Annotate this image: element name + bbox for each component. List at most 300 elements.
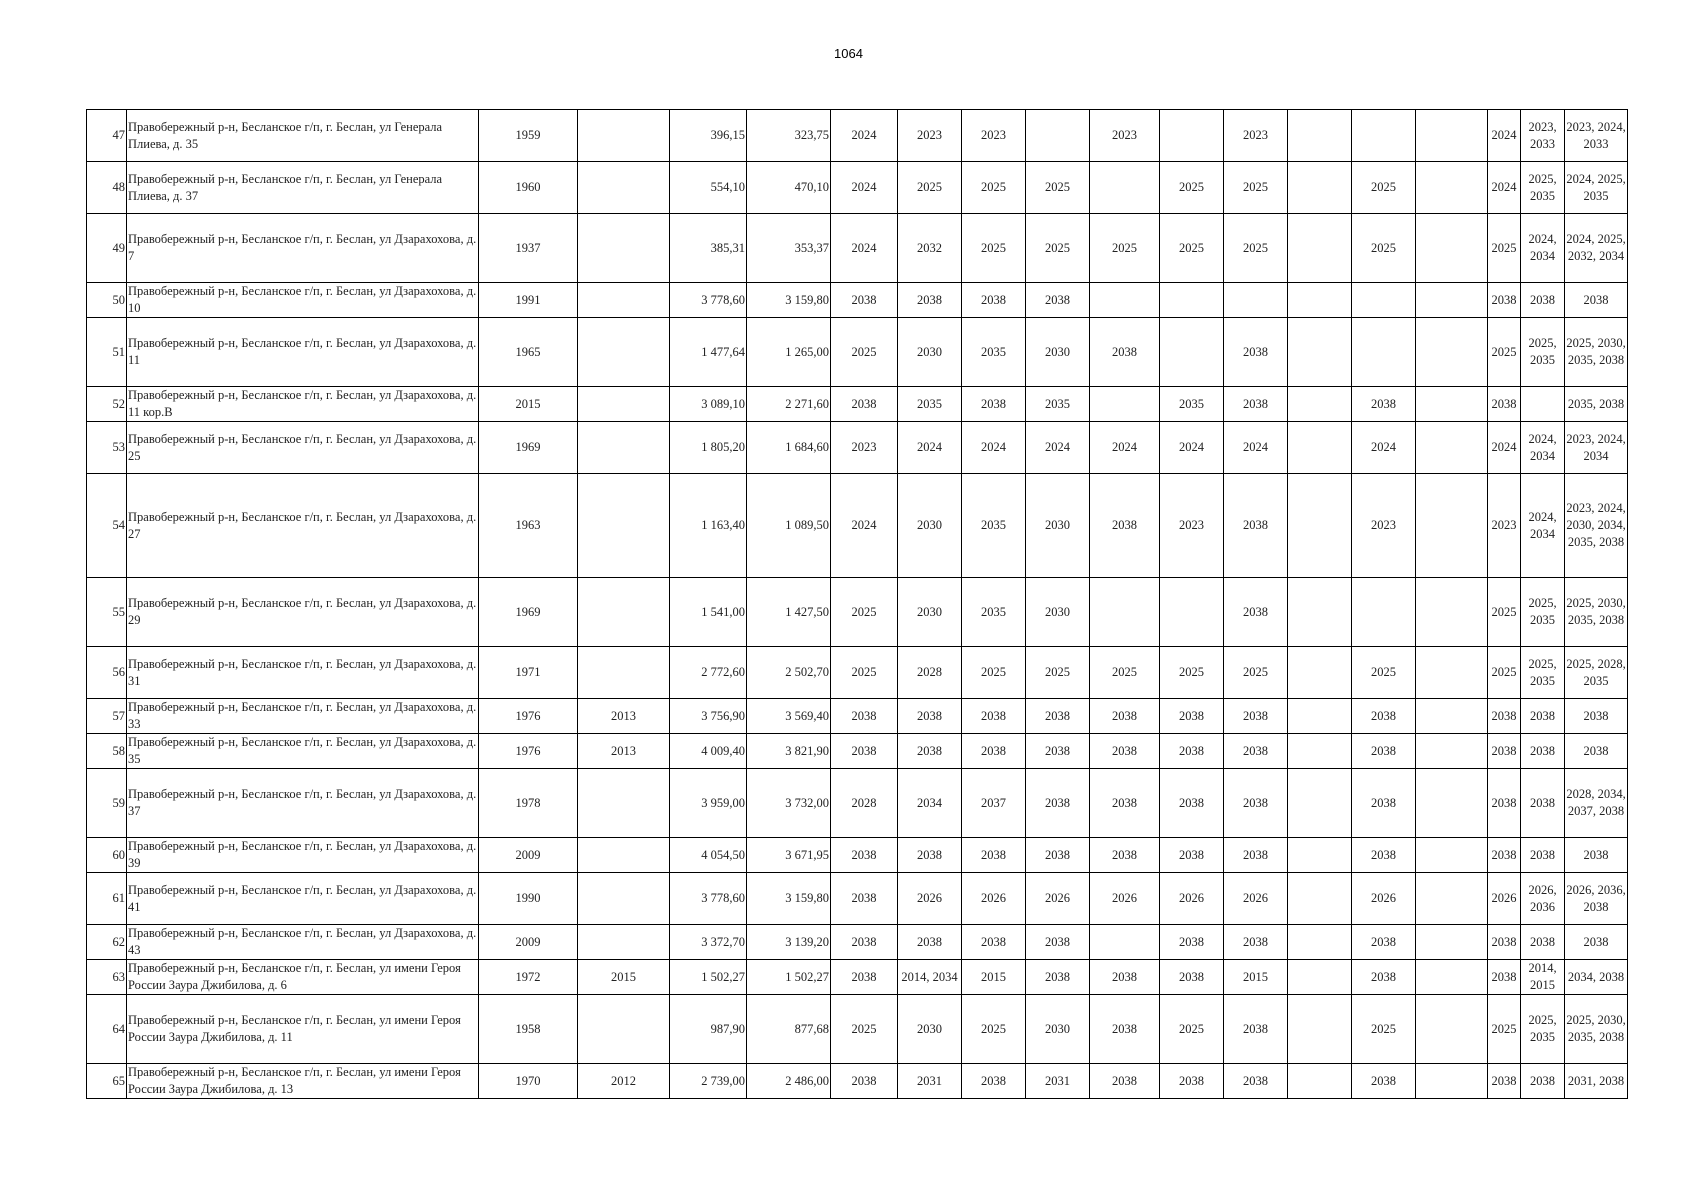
address-cell: Правобережный р-н, Бесланское г/п, г. Беслан, ул Дзарахохова, д. 25 — [127, 422, 479, 474]
year-col-13-cell: 2031, 2038 — [1565, 1064, 1628, 1099]
year-col-11-cell: 2038 — [1488, 925, 1521, 960]
year-col-1-cell: 2024 — [831, 110, 898, 162]
year-col-4-cell: 2024 — [1026, 422, 1090, 474]
year-col-7-cell: 2026 — [1224, 873, 1288, 925]
year-col-7-cell — [1224, 283, 1288, 318]
year-col-2-cell: 2024 — [898, 422, 962, 474]
year-col-3-cell: 2025 — [962, 162, 1026, 214]
row-number-cell: 63 — [87, 960, 127, 995]
year-col-1-cell: 2038 — [831, 873, 898, 925]
year-col-2-cell: 2014, 2034 — [898, 960, 962, 995]
year-col-12-cell: 2038 — [1521, 734, 1565, 769]
year-col-9-cell — [1352, 578, 1416, 647]
year-col-11-cell: 2025 — [1488, 318, 1521, 387]
table-row — [87, 647, 1628, 699]
year-col-4-cell — [1026, 110, 1090, 162]
row-number-cell: 57 — [87, 699, 127, 734]
year-col-12-cell: 2025, 2035 — [1521, 578, 1565, 647]
year-renovated-cell — [578, 995, 670, 1064]
year-renovated-cell — [578, 838, 670, 873]
year-col-11-cell: 2024 — [1488, 110, 1521, 162]
year-built-cell: 1960 — [479, 162, 578, 214]
year-col-6-cell — [1160, 318, 1224, 387]
year-col-12-cell: 2025, 2035 — [1521, 162, 1565, 214]
row-number-cell: 49 — [87, 214, 127, 283]
year-col-7-cell: 2038 — [1224, 318, 1288, 387]
area-total-cell: 3 778,60 — [670, 873, 747, 925]
year-renovated-cell — [578, 387, 670, 422]
year-col-6-cell: 2026 — [1160, 873, 1224, 925]
year-col-4-cell: 2038 — [1026, 283, 1090, 318]
table-row — [87, 110, 1628, 162]
year-col-1-cell: 2024 — [831, 162, 898, 214]
year-col-8-cell — [1288, 422, 1352, 474]
year-renovated-cell — [578, 318, 670, 387]
year-col-6-cell: 2024 — [1160, 422, 1224, 474]
year-renovated-cell — [578, 162, 670, 214]
year-built-cell: 2009 — [479, 838, 578, 873]
row-number-cell: 48 — [87, 162, 127, 214]
area-living-cell: 3 732,00 — [747, 769, 831, 838]
row-number-cell: 54 — [87, 474, 127, 578]
table-row — [87, 162, 1628, 214]
year-col-12-cell: 2038 — [1521, 1064, 1565, 1099]
year-col-7-cell: 2025 — [1224, 162, 1288, 214]
year-built-cell: 1958 — [479, 995, 578, 1064]
year-col-6-cell: 2025 — [1160, 647, 1224, 699]
year-col-9-cell: 2026 — [1352, 873, 1416, 925]
address-cell: Правобережный р-н, Бесланское г/п, г. Беслан, ул Дзарахохова, д. 11 кор.В — [127, 387, 479, 422]
year-renovated-cell — [578, 769, 670, 838]
year-col-7-cell: 2024 — [1224, 422, 1288, 474]
area-living-cell: 2 502,70 — [747, 647, 831, 699]
year-col-6-cell: 2038 — [1160, 769, 1224, 838]
year-col-5-cell — [1090, 387, 1160, 422]
year-built-cell: 2015 — [479, 387, 578, 422]
table-row — [87, 838, 1628, 873]
address-cell: Правобережный р-н, Бесланское г/п, г. Беслан, ул Генерала Плиева, д. 35 — [127, 110, 479, 162]
area-total-cell: 987,90 — [670, 995, 747, 1064]
year-col-13-cell: 2038 — [1565, 283, 1628, 318]
year-col-9-cell: 2025 — [1352, 995, 1416, 1064]
year-col-4-cell: 2030 — [1026, 995, 1090, 1064]
row-number-cell: 55 — [87, 578, 127, 647]
year-col-12-cell: 2025, 2035 — [1521, 995, 1565, 1064]
year-col-1-cell: 2025 — [831, 647, 898, 699]
year-col-7-cell: 2038 — [1224, 838, 1288, 873]
year-col-5-cell: 2038 — [1090, 960, 1160, 995]
year-col-5-cell: 2026 — [1090, 873, 1160, 925]
year-col-9-cell: 2038 — [1352, 734, 1416, 769]
row-number-cell: 65 — [87, 1064, 127, 1099]
year-col-11-cell: 2026 — [1488, 873, 1521, 925]
area-living-cell: 2 486,00 — [747, 1064, 831, 1099]
year-col-5-cell: 2038 — [1090, 1064, 1160, 1099]
area-living-cell: 3 569,40 — [747, 699, 831, 734]
year-col-12-cell: 2023, 2033 — [1521, 110, 1565, 162]
table-row — [87, 283, 1628, 318]
year-col-10-cell — [1416, 647, 1488, 699]
year-col-11-cell: 2025 — [1488, 214, 1521, 283]
year-col-8-cell — [1288, 387, 1352, 422]
year-col-12-cell: 2014, 2015 — [1521, 960, 1565, 995]
year-col-5-cell: 2038 — [1090, 734, 1160, 769]
year-renovated-cell: 2013 — [578, 699, 670, 734]
address-cell: Правобережный р-н, Бесланское г/п, г. Беслан, ул Дзарахохова, д. 33 — [127, 699, 479, 734]
year-col-5-cell — [1090, 283, 1160, 318]
year-col-3-cell: 2038 — [962, 838, 1026, 873]
area-total-cell: 1 163,40 — [670, 474, 747, 578]
address-cell: Правобережный р-н, Бесланское г/п, г. Беслан, ул имени Героя России Заура Джибилова, д. 13 — [127, 1064, 479, 1099]
address-cell: Правобережный р-н, Бесланское г/п, г. Беслан, ул Дзарахохова, д. 31 — [127, 647, 479, 699]
table-row — [87, 925, 1628, 960]
year-col-2-cell: 2034 — [898, 769, 962, 838]
year-col-5-cell: 2038 — [1090, 699, 1160, 734]
row-number-cell: 62 — [87, 925, 127, 960]
year-col-9-cell: 2038 — [1352, 387, 1416, 422]
year-col-3-cell: 2015 — [962, 960, 1026, 995]
table-row — [87, 387, 1628, 422]
row-number-cell: 51 — [87, 318, 127, 387]
row-number-cell: 58 — [87, 734, 127, 769]
year-col-9-cell — [1352, 283, 1416, 318]
year-col-11-cell: 2023 — [1488, 474, 1521, 578]
year-col-8-cell — [1288, 162, 1352, 214]
year-col-2-cell: 2035 — [898, 387, 962, 422]
year-col-1-cell: 2024 — [831, 214, 898, 283]
year-col-5-cell — [1090, 925, 1160, 960]
year-col-3-cell: 2038 — [962, 1064, 1026, 1099]
year-col-10-cell — [1416, 734, 1488, 769]
year-col-10-cell — [1416, 283, 1488, 318]
year-renovated-cell — [578, 474, 670, 578]
year-col-3-cell: 2035 — [962, 578, 1026, 647]
area-total-cell: 3 778,60 — [670, 283, 747, 318]
area-total-cell: 2 739,00 — [670, 1064, 747, 1099]
address-cell: Правобережный р-н, Бесланское г/п, г. Беслан, ул Дзарахохова, д. 35 — [127, 734, 479, 769]
year-built-cell: 1937 — [479, 214, 578, 283]
year-col-3-cell: 2025 — [962, 214, 1026, 283]
year-col-8-cell — [1288, 995, 1352, 1064]
year-col-7-cell: 2038 — [1224, 1064, 1288, 1099]
year-built-cell: 1969 — [479, 422, 578, 474]
year-col-13-cell: 2038 — [1565, 925, 1628, 960]
year-col-1-cell: 2038 — [831, 960, 898, 995]
year-col-3-cell: 2025 — [962, 995, 1026, 1064]
year-col-5-cell — [1090, 578, 1160, 647]
year-col-7-cell: 2038 — [1224, 699, 1288, 734]
area-living-cell: 3 139,20 — [747, 925, 831, 960]
year-col-3-cell: 2023 — [962, 110, 1026, 162]
year-col-11-cell: 2025 — [1488, 995, 1521, 1064]
year-renovated-cell — [578, 578, 670, 647]
year-col-3-cell: 2035 — [962, 474, 1026, 578]
year-col-6-cell: 2038 — [1160, 838, 1224, 873]
year-built-cell: 1990 — [479, 873, 578, 925]
year-col-8-cell — [1288, 769, 1352, 838]
area-total-cell: 1 541,00 — [670, 578, 747, 647]
area-total-cell: 385,31 — [670, 214, 747, 283]
year-col-8-cell — [1288, 873, 1352, 925]
year-col-13-cell: 2025, 2030, 2035, 2038 — [1565, 578, 1628, 647]
year-col-13-cell: 2028, 2034, 2037, 2038 — [1565, 769, 1628, 838]
year-col-1-cell: 2038 — [831, 283, 898, 318]
table-row — [87, 769, 1628, 838]
address-cell: Правобережный р-н, Бесланское г/п, г. Беслан, ул Дзарахохова, д. 43 — [127, 925, 479, 960]
year-renovated-cell — [578, 873, 670, 925]
year-col-5-cell — [1090, 162, 1160, 214]
area-living-cell: 3 159,80 — [747, 873, 831, 925]
address-cell: Правобережный р-н, Бесланское г/п, г. Беслан, ул имени Героя России Заура Джибилова, д. 11 — [127, 995, 479, 1064]
year-col-6-cell: 2025 — [1160, 995, 1224, 1064]
year-col-11-cell: 2038 — [1488, 1064, 1521, 1099]
year-col-6-cell — [1160, 283, 1224, 318]
year-col-10-cell — [1416, 578, 1488, 647]
table-row — [87, 422, 1628, 474]
year-col-1-cell: 2038 — [831, 1064, 898, 1099]
area-total-cell: 554,10 — [670, 162, 747, 214]
table-row — [87, 214, 1628, 283]
year-col-11-cell: 2025 — [1488, 578, 1521, 647]
year-built-cell: 2009 — [479, 925, 578, 960]
year-col-1-cell: 2025 — [831, 995, 898, 1064]
year-col-1-cell: 2028 — [831, 769, 898, 838]
year-renovated-cell: 2015 — [578, 960, 670, 995]
year-col-3-cell: 2038 — [962, 387, 1026, 422]
year-col-2-cell: 2032 — [898, 214, 962, 283]
year-col-12-cell: 2025, 2035 — [1521, 647, 1565, 699]
year-col-6-cell — [1160, 578, 1224, 647]
area-living-cell: 1 265,00 — [747, 318, 831, 387]
year-col-13-cell: 2024, 2025, 2035 — [1565, 162, 1628, 214]
year-renovated-cell — [578, 925, 670, 960]
row-number-cell: 64 — [87, 995, 127, 1064]
row-number-cell: 59 — [87, 769, 127, 838]
year-col-8-cell — [1288, 318, 1352, 387]
year-col-10-cell — [1416, 925, 1488, 960]
year-col-9-cell: 2023 — [1352, 474, 1416, 578]
page-number: 1064 — [834, 46, 863, 61]
area-living-cell: 3 821,90 — [747, 734, 831, 769]
table-row — [87, 873, 1628, 925]
year-col-9-cell: 2025 — [1352, 214, 1416, 283]
area-total-cell: 4 009,40 — [670, 734, 747, 769]
area-total-cell: 3 089,10 — [670, 387, 747, 422]
year-col-4-cell: 2038 — [1026, 769, 1090, 838]
year-col-7-cell: 2015 — [1224, 960, 1288, 995]
year-col-13-cell: 2035, 2038 — [1565, 387, 1628, 422]
year-col-9-cell: 2038 — [1352, 769, 1416, 838]
year-col-5-cell: 2038 — [1090, 318, 1160, 387]
year-col-8-cell — [1288, 578, 1352, 647]
year-col-2-cell: 2026 — [898, 873, 962, 925]
year-built-cell: 1976 — [479, 734, 578, 769]
year-col-4-cell: 2038 — [1026, 925, 1090, 960]
year-col-12-cell: 2038 — [1521, 925, 1565, 960]
year-col-13-cell: 2023, 2024, 2034 — [1565, 422, 1628, 474]
year-col-12-cell: 2024, 2034 — [1521, 474, 1565, 578]
year-col-7-cell: 2038 — [1224, 387, 1288, 422]
year-col-13-cell: 2025, 2028, 2035 — [1565, 647, 1628, 699]
year-col-3-cell: 2037 — [962, 769, 1026, 838]
year-col-9-cell — [1352, 318, 1416, 387]
year-col-11-cell: 2038 — [1488, 960, 1521, 995]
table-body — [87, 110, 1628, 1099]
year-col-4-cell: 2025 — [1026, 214, 1090, 283]
area-living-cell: 877,68 — [747, 995, 831, 1064]
area-living-cell: 1 502,27 — [747, 960, 831, 995]
year-col-1-cell: 2038 — [831, 925, 898, 960]
year-col-7-cell: 2038 — [1224, 474, 1288, 578]
year-col-2-cell: 2030 — [898, 318, 962, 387]
year-col-8-cell — [1288, 474, 1352, 578]
year-col-5-cell: 2025 — [1090, 647, 1160, 699]
year-col-10-cell — [1416, 960, 1488, 995]
year-col-13-cell: 2025, 2030, 2035, 2038 — [1565, 995, 1628, 1064]
year-col-13-cell: 2023, 2024, 2030, 2034, 2035, 2038 — [1565, 474, 1628, 578]
table-row — [87, 734, 1628, 769]
row-number-cell: 53 — [87, 422, 127, 474]
year-col-12-cell: 2038 — [1521, 769, 1565, 838]
address-cell: Правобережный р-н, Бесланское г/п, г. Беслан, ул Дзарахохова, д. 37 — [127, 769, 479, 838]
year-col-1-cell: 2038 — [831, 387, 898, 422]
year-col-13-cell: 2038 — [1565, 734, 1628, 769]
year-col-6-cell: 2025 — [1160, 162, 1224, 214]
table-row — [87, 995, 1628, 1064]
area-total-cell: 1 805,20 — [670, 422, 747, 474]
year-col-10-cell — [1416, 422, 1488, 474]
year-renovated-cell — [578, 422, 670, 474]
year-col-8-cell — [1288, 214, 1352, 283]
year-col-13-cell: 2023, 2024, 2033 — [1565, 110, 1628, 162]
year-col-7-cell: 2023 — [1224, 110, 1288, 162]
year-col-1-cell: 2038 — [831, 734, 898, 769]
year-col-1-cell: 2024 — [831, 474, 898, 578]
year-col-6-cell: 2038 — [1160, 1064, 1224, 1099]
year-col-9-cell: 2025 — [1352, 162, 1416, 214]
year-col-11-cell: 2024 — [1488, 422, 1521, 474]
year-renovated-cell — [578, 283, 670, 318]
area-living-cell: 2 271,60 — [747, 387, 831, 422]
year-col-8-cell — [1288, 925, 1352, 960]
year-col-11-cell: 2024 — [1488, 162, 1521, 214]
year-col-7-cell: 2038 — [1224, 925, 1288, 960]
year-col-5-cell: 2038 — [1090, 474, 1160, 578]
year-col-2-cell: 2030 — [898, 995, 962, 1064]
year-col-4-cell: 2038 — [1026, 960, 1090, 995]
year-renovated-cell — [578, 110, 670, 162]
year-col-12-cell: 2026, 2036 — [1521, 873, 1565, 925]
address-cell: Правобережный р-н, Бесланское г/п, г. Беслан, ул имени Героя России Заура Джибилова, д. 6 — [127, 960, 479, 995]
year-col-7-cell: 2025 — [1224, 214, 1288, 283]
year-col-2-cell: 2025 — [898, 162, 962, 214]
area-total-cell: 3 372,70 — [670, 925, 747, 960]
year-col-13-cell: 2038 — [1565, 838, 1628, 873]
year-col-10-cell — [1416, 873, 1488, 925]
year-col-2-cell: 2038 — [898, 734, 962, 769]
year-col-11-cell: 2025 — [1488, 647, 1521, 699]
year-col-4-cell: 2030 — [1026, 318, 1090, 387]
year-col-13-cell: 2034, 2038 — [1565, 960, 1628, 995]
area-total-cell: 1 502,27 — [670, 960, 747, 995]
year-col-13-cell: 2026, 2036, 2038 — [1565, 873, 1628, 925]
year-col-9-cell: 2038 — [1352, 699, 1416, 734]
year-col-8-cell — [1288, 838, 1352, 873]
year-col-9-cell: 2038 — [1352, 1064, 1416, 1099]
year-col-6-cell: 2023 — [1160, 474, 1224, 578]
table-row — [87, 474, 1628, 578]
area-living-cell: 323,75 — [747, 110, 831, 162]
row-number-cell: 61 — [87, 873, 127, 925]
year-col-2-cell: 2028 — [898, 647, 962, 699]
address-cell: Правобережный р-н, Бесланское г/п, г. Беслан, ул Дзарахохова, д. 29 — [127, 578, 479, 647]
year-col-5-cell: 2038 — [1090, 995, 1160, 1064]
year-col-10-cell — [1416, 699, 1488, 734]
year-col-11-cell: 2038 — [1488, 838, 1521, 873]
year-col-10-cell — [1416, 1064, 1488, 1099]
address-cell: Правобережный р-н, Бесланское г/п, г. Беслан, ул Дзарахохова, д. 11 — [127, 318, 479, 387]
year-col-5-cell: 2025 — [1090, 214, 1160, 283]
year-col-13-cell: 2038 — [1565, 699, 1628, 734]
year-col-8-cell — [1288, 647, 1352, 699]
year-col-10-cell — [1416, 474, 1488, 578]
year-col-12-cell: 2024, 2034 — [1521, 214, 1565, 283]
year-renovated-cell — [578, 647, 670, 699]
year-col-13-cell: 2024, 2025, 2032, 2034 — [1565, 214, 1628, 283]
year-renovated-cell: 2012 — [578, 1064, 670, 1099]
year-col-4-cell: 2038 — [1026, 838, 1090, 873]
year-col-1-cell: 2025 — [831, 578, 898, 647]
year-col-4-cell: 2035 — [1026, 387, 1090, 422]
address-cell: Правобережный р-н, Бесланское г/п, г. Беслан, ул Дзарахохова, д. 39 — [127, 838, 479, 873]
address-cell: Правобережный р-н, Бесланское г/п, г. Беслан, ул Дзарахохова, д. 7 — [127, 214, 479, 283]
table-row — [87, 318, 1628, 387]
year-renovated-cell — [578, 214, 670, 283]
row-number-cell: 47 — [87, 110, 127, 162]
year-col-5-cell: 2023 — [1090, 110, 1160, 162]
area-total-cell: 396,15 — [670, 110, 747, 162]
year-col-6-cell: 2035 — [1160, 387, 1224, 422]
table-row — [87, 699, 1628, 734]
year-col-11-cell: 2038 — [1488, 734, 1521, 769]
year-col-8-cell — [1288, 699, 1352, 734]
year-col-1-cell: 2038 — [831, 699, 898, 734]
row-number-cell: 56 — [87, 647, 127, 699]
year-col-7-cell: 2038 — [1224, 995, 1288, 1064]
year-col-8-cell — [1288, 1064, 1352, 1099]
year-built-cell: 1959 — [479, 110, 578, 162]
year-col-10-cell — [1416, 214, 1488, 283]
year-col-10-cell — [1416, 110, 1488, 162]
year-col-3-cell: 2038 — [962, 283, 1026, 318]
year-built-cell: 1963 — [479, 474, 578, 578]
year-col-9-cell: 2038 — [1352, 838, 1416, 873]
year-col-11-cell: 2038 — [1488, 387, 1521, 422]
year-col-4-cell: 2031 — [1026, 1064, 1090, 1099]
area-living-cell: 1 684,60 — [747, 422, 831, 474]
year-col-5-cell: 2038 — [1090, 838, 1160, 873]
year-col-3-cell: 2038 — [962, 734, 1026, 769]
year-built-cell: 1965 — [479, 318, 578, 387]
year-renovated-cell: 2013 — [578, 734, 670, 769]
year-col-10-cell — [1416, 995, 1488, 1064]
year-col-4-cell: 2030 — [1026, 474, 1090, 578]
table-row — [87, 1064, 1628, 1099]
year-built-cell: 1972 — [479, 960, 578, 995]
year-col-6-cell — [1160, 110, 1224, 162]
year-col-2-cell: 2038 — [898, 838, 962, 873]
year-col-2-cell: 2038 — [898, 925, 962, 960]
